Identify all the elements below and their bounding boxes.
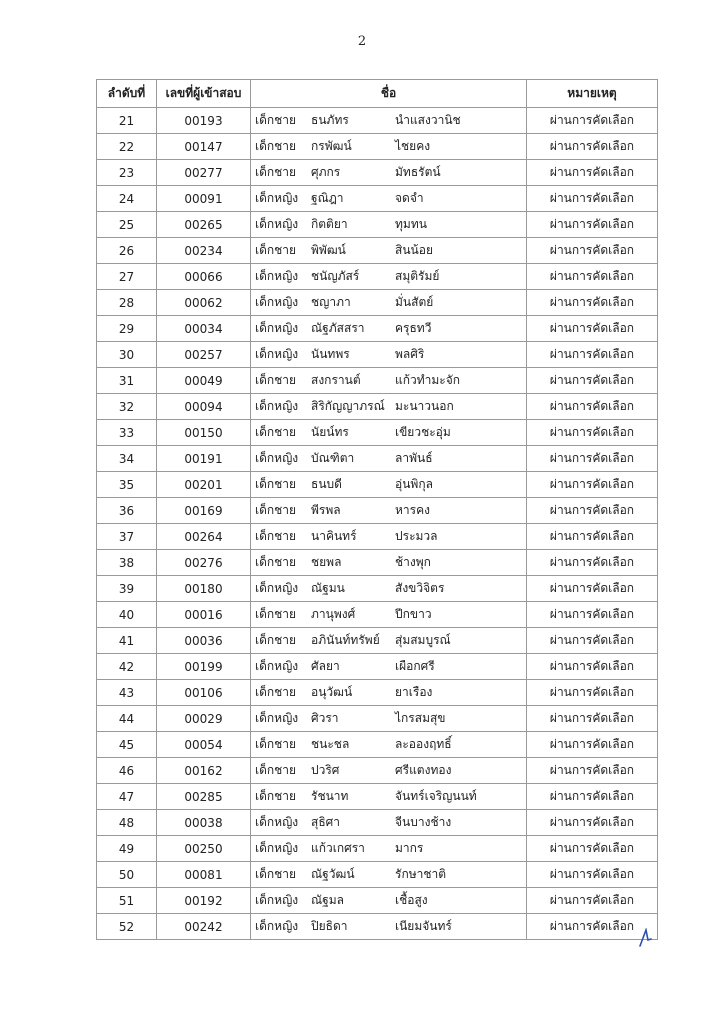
table-row bbox=[97, 810, 658, 836]
student-name bbox=[251, 628, 527, 654]
student-name bbox=[251, 498, 527, 524]
table-row bbox=[97, 550, 658, 576]
student-name bbox=[251, 602, 527, 628]
exam-id: 00034 bbox=[157, 316, 251, 342]
remark: ผ่านการคัดเลือก bbox=[527, 524, 658, 550]
name-prefix: เด็กหญิง bbox=[255, 191, 299, 205]
header-no: ลำดับที่ bbox=[97, 80, 157, 108]
table-row bbox=[97, 524, 658, 550]
exam-id: 00276 bbox=[157, 550, 251, 576]
last-name: จีนบางช้าง bbox=[395, 815, 452, 829]
first-name: ณัฐภัสสรา bbox=[311, 321, 365, 335]
remark: ผ่านการคัดเลือก bbox=[527, 238, 658, 264]
name-prefix: เด็กชาย bbox=[255, 555, 297, 569]
table-row bbox=[97, 368, 658, 394]
remark: ผ่านการคัดเลือก bbox=[527, 186, 658, 212]
last-name: เผือกศรี bbox=[395, 659, 435, 673]
first-name: ณัฐมล bbox=[311, 893, 345, 907]
remark: ผ่านการคัดเลือก bbox=[527, 420, 658, 446]
exam-id: 00285 bbox=[157, 784, 251, 810]
table-row bbox=[97, 680, 658, 706]
row-number: 23 bbox=[97, 160, 157, 186]
row-number: 36 bbox=[97, 498, 157, 524]
name-prefix: เด็กหญิง bbox=[255, 321, 299, 335]
last-name: เชื้อสูง bbox=[395, 893, 428, 907]
exam-id: 00265 bbox=[157, 212, 251, 238]
last-name: ปีกขาว bbox=[395, 607, 432, 621]
last-name: ทุมทน bbox=[395, 217, 427, 231]
row-number: 29 bbox=[97, 316, 157, 342]
exam-id: 00062 bbox=[157, 290, 251, 316]
name-prefix: เด็กชาย bbox=[255, 737, 297, 751]
row-number: 31 bbox=[97, 368, 157, 394]
row-number: 52 bbox=[97, 914, 157, 940]
table-row bbox=[97, 342, 658, 368]
first-name: สุธิศา bbox=[311, 815, 341, 829]
row-number: 35 bbox=[97, 472, 157, 498]
first-name: บัณฑิตา bbox=[311, 451, 355, 465]
last-name: สมุติรัมย์ bbox=[395, 269, 440, 283]
signature-mark bbox=[638, 928, 652, 953]
remark: ผ่านการคัดเลือก bbox=[527, 212, 658, 238]
last-name: สุ่มสมบูรณ์ bbox=[395, 633, 451, 647]
exam-id: 00054 bbox=[157, 732, 251, 758]
name-prefix: เด็กชาย bbox=[255, 529, 297, 543]
last-name: สินน้อย bbox=[395, 243, 433, 257]
student-name bbox=[251, 264, 527, 290]
exam-id: 00180 bbox=[157, 576, 251, 602]
first-name: สงกรานต์ bbox=[311, 373, 361, 387]
first-name: อภินันท์ทรัพย์ bbox=[311, 633, 380, 647]
student-name bbox=[251, 888, 527, 914]
first-name: รัชนาท bbox=[311, 789, 349, 803]
row-number: 49 bbox=[97, 836, 157, 862]
first-name: พีรพล bbox=[311, 503, 341, 517]
remark: ผ่านการคัดเลือก bbox=[527, 810, 658, 836]
exam-id: 00066 bbox=[157, 264, 251, 290]
row-number: 42 bbox=[97, 654, 157, 680]
student-name bbox=[251, 134, 527, 160]
exam-id: 00191 bbox=[157, 446, 251, 472]
last-name: ลาพันธ์ bbox=[395, 451, 433, 465]
student-name bbox=[251, 342, 527, 368]
first-name: อนุวัฒน์ bbox=[311, 685, 353, 699]
exam-id: 00081 bbox=[157, 862, 251, 888]
table-row bbox=[97, 160, 658, 186]
table-row bbox=[97, 134, 658, 160]
exam-id: 00234 bbox=[157, 238, 251, 264]
remark: ผ่านการคัดเลือก bbox=[527, 550, 658, 576]
remark: ผ่านการคัดเลือก bbox=[527, 836, 658, 862]
table-row bbox=[97, 654, 658, 680]
table-row bbox=[97, 758, 658, 784]
last-name: มั่นสัตย์ bbox=[395, 295, 434, 309]
first-name: ณัฐมน bbox=[311, 581, 345, 595]
row-number: 30 bbox=[97, 342, 157, 368]
exam-id: 00150 bbox=[157, 420, 251, 446]
name-prefix: เด็กชาย bbox=[255, 477, 297, 491]
results-table bbox=[96, 79, 658, 940]
first-name: นันทพร bbox=[311, 347, 350, 361]
remark: ผ่านการคัดเลือก bbox=[527, 446, 658, 472]
table-row bbox=[97, 238, 658, 264]
first-name: ปิยธิดา bbox=[311, 919, 348, 933]
row-number: 25 bbox=[97, 212, 157, 238]
last-name: เขียวชะอุ่ม bbox=[395, 425, 451, 439]
name-prefix: เด็กหญิง bbox=[255, 295, 299, 309]
table-row bbox=[97, 836, 658, 862]
student-name bbox=[251, 420, 527, 446]
remark: ผ่านการคัดเลือก bbox=[527, 654, 658, 680]
student-name bbox=[251, 654, 527, 680]
student-name bbox=[251, 446, 527, 472]
remark: ผ่านการคัดเลือก bbox=[527, 472, 658, 498]
first-name: ชนะชล bbox=[311, 737, 350, 751]
table-row bbox=[97, 186, 658, 212]
table-row bbox=[97, 888, 658, 914]
table-row bbox=[97, 446, 658, 472]
name-prefix: เด็กชาย bbox=[255, 243, 297, 257]
remark: ผ่านการคัดเลือก bbox=[527, 498, 658, 524]
last-name: นำแสงวานิช bbox=[395, 113, 461, 127]
first-name: ศุภกร bbox=[311, 165, 341, 179]
row-number: 38 bbox=[97, 550, 157, 576]
table-body bbox=[97, 108, 658, 940]
name-prefix: เด็กชาย bbox=[255, 373, 297, 387]
first-name: ฐณิฎา bbox=[311, 191, 344, 205]
student-name bbox=[251, 758, 527, 784]
table-row bbox=[97, 290, 658, 316]
student-name bbox=[251, 394, 527, 420]
name-prefix: เด็กหญิง bbox=[255, 841, 299, 855]
student-name bbox=[251, 472, 527, 498]
student-name bbox=[251, 680, 527, 706]
table-row bbox=[97, 914, 658, 940]
exam-id: 00192 bbox=[157, 888, 251, 914]
name-prefix: เด็กชาย bbox=[255, 425, 297, 439]
row-number: 41 bbox=[97, 628, 157, 654]
table-row bbox=[97, 316, 658, 342]
row-number: 21 bbox=[97, 108, 157, 134]
remark: ผ่านการคัดเลือก bbox=[527, 862, 658, 888]
name-prefix: เด็กชาย bbox=[255, 165, 297, 179]
first-name: ชนัญภัสร์ bbox=[311, 269, 360, 283]
student-name bbox=[251, 914, 527, 940]
remark: ผ่านการคัดเลือก bbox=[527, 732, 658, 758]
first-name: ณัฐวัฒน์ bbox=[311, 867, 355, 881]
table-row bbox=[97, 498, 658, 524]
name-prefix: เด็กชาย bbox=[255, 607, 297, 621]
first-name: ธนบดี bbox=[311, 477, 342, 491]
last-name: ละอองฤทธิ์ bbox=[395, 737, 452, 751]
last-name: จดจำ bbox=[395, 191, 424, 205]
first-name: สิริกัญญาภรณ์ bbox=[311, 399, 385, 413]
student-name bbox=[251, 784, 527, 810]
first-name: กรพัฒน์ bbox=[311, 139, 352, 153]
remark: ผ่านการคัดเลือก bbox=[527, 576, 658, 602]
student-name bbox=[251, 160, 527, 186]
row-number: 33 bbox=[97, 420, 157, 446]
table-row bbox=[97, 108, 658, 134]
remark: ผ่านการคัดเลือก bbox=[527, 290, 658, 316]
page-number: 2 bbox=[357, 34, 367, 49]
exam-id: 00264 bbox=[157, 524, 251, 550]
remark: ผ่านการคัดเลือก bbox=[527, 602, 658, 628]
last-name: ยาเรือง bbox=[395, 685, 433, 699]
student-name bbox=[251, 316, 527, 342]
exam-id: 00038 bbox=[157, 810, 251, 836]
first-name: ศัลยา bbox=[311, 659, 340, 673]
table-header-row bbox=[97, 80, 658, 108]
student-name bbox=[251, 368, 527, 394]
row-number: 32 bbox=[97, 394, 157, 420]
first-name: นัยน์ทร bbox=[311, 425, 349, 439]
name-prefix: เด็กชาย bbox=[255, 139, 297, 153]
exam-id: 00094 bbox=[157, 394, 251, 420]
table-row bbox=[97, 784, 658, 810]
exam-id: 00049 bbox=[157, 368, 251, 394]
last-name: ประมวล bbox=[395, 529, 438, 543]
name-prefix: เด็กหญิง bbox=[255, 451, 299, 465]
name-prefix: เด็กหญิง bbox=[255, 711, 299, 725]
table-row bbox=[97, 576, 658, 602]
remark: ผ่านการคัดเลือก bbox=[527, 914, 658, 940]
header-name: ชื่อ bbox=[251, 80, 527, 108]
row-number: 22 bbox=[97, 134, 157, 160]
exam-id: 00199 bbox=[157, 654, 251, 680]
exam-id: 00091 bbox=[157, 186, 251, 212]
table-row bbox=[97, 264, 658, 290]
exam-id: 00016 bbox=[157, 602, 251, 628]
handwritten-check-icon bbox=[638, 928, 652, 948]
student-name bbox=[251, 186, 527, 212]
name-prefix: เด็กหญิง bbox=[255, 399, 299, 413]
first-name: ศิวรา bbox=[311, 711, 339, 725]
row-number: 50 bbox=[97, 862, 157, 888]
name-prefix: เด็กชาย bbox=[255, 685, 297, 699]
remark: ผ่านการคัดเลือก bbox=[527, 706, 658, 732]
last-name: ครุธทวี bbox=[395, 321, 432, 335]
remark: ผ่านการคัดเลือก bbox=[527, 680, 658, 706]
name-prefix: เด็กหญิง bbox=[255, 659, 299, 673]
name-prefix: เด็กหญิง bbox=[255, 347, 299, 361]
row-number: 37 bbox=[97, 524, 157, 550]
table-row bbox=[97, 862, 658, 888]
first-name: กิตติยา bbox=[311, 217, 348, 231]
row-number: 28 bbox=[97, 290, 157, 316]
first-name: ชยพล bbox=[311, 555, 342, 569]
exam-id: 00029 bbox=[157, 706, 251, 732]
first-name: ภานุพงศ์ bbox=[311, 607, 356, 621]
name-prefix: เด็กชาย bbox=[255, 633, 297, 647]
exam-id: 00193 bbox=[157, 108, 251, 134]
row-number: 26 bbox=[97, 238, 157, 264]
row-number: 47 bbox=[97, 784, 157, 810]
name-prefix: เด็กหญิง bbox=[255, 217, 299, 231]
last-name: แก้วทำมะจัก bbox=[395, 373, 461, 387]
name-prefix: เด็กชาย bbox=[255, 763, 297, 777]
student-name bbox=[251, 108, 527, 134]
exam-id: 00036 bbox=[157, 628, 251, 654]
last-name: มะนาวนอก bbox=[395, 399, 454, 413]
last-name: มัทธรัตน์ bbox=[395, 165, 441, 179]
remark: ผ่านการคัดเลือก bbox=[527, 108, 658, 134]
exam-id: 00162 bbox=[157, 758, 251, 784]
remark: ผ่านการคัดเลือก bbox=[527, 342, 658, 368]
row-number: 46 bbox=[97, 758, 157, 784]
last-name: ไกรสมสุข bbox=[395, 711, 446, 725]
table-row bbox=[97, 628, 658, 654]
student-name bbox=[251, 212, 527, 238]
exam-id: 00106 bbox=[157, 680, 251, 706]
last-name: ไชยคง bbox=[395, 139, 431, 153]
student-name bbox=[251, 576, 527, 602]
table-row bbox=[97, 394, 658, 420]
header-exam-id: เลขที่ผู้เข้าสอบ bbox=[157, 80, 251, 108]
table-row bbox=[97, 420, 658, 446]
name-prefix: เด็กหญิง bbox=[255, 893, 299, 907]
first-name: ธนภัทร bbox=[311, 113, 349, 127]
remark: ผ่านการคัดเลือก bbox=[527, 134, 658, 160]
first-name: พิพัฒน์ bbox=[311, 243, 346, 257]
student-name bbox=[251, 550, 527, 576]
row-number: 39 bbox=[97, 576, 157, 602]
name-prefix: เด็กชาย bbox=[255, 789, 297, 803]
last-name: เนียมจันทร์ bbox=[395, 919, 452, 933]
student-name bbox=[251, 862, 527, 888]
last-name: มากร bbox=[395, 841, 424, 855]
exam-id: 00201 bbox=[157, 472, 251, 498]
header-remark: หมายเหตุ bbox=[527, 80, 658, 108]
student-name bbox=[251, 524, 527, 550]
name-prefix: เด็กหญิง bbox=[255, 815, 299, 829]
student-name bbox=[251, 290, 527, 316]
exam-id: 00277 bbox=[157, 160, 251, 186]
exam-id: 00242 bbox=[157, 914, 251, 940]
remark: ผ่านการคัดเลือก bbox=[527, 758, 658, 784]
student-name bbox=[251, 732, 527, 758]
exam-id: 00147 bbox=[157, 134, 251, 160]
row-number: 34 bbox=[97, 446, 157, 472]
last-name: หารคง bbox=[395, 503, 430, 517]
last-name: รักษาชาติ bbox=[395, 867, 447, 881]
remark: ผ่านการคัดเลือก bbox=[527, 368, 658, 394]
table-row bbox=[97, 706, 658, 732]
last-name: ศรีแตงทอง bbox=[395, 763, 452, 777]
last-name: ช้างพุก bbox=[395, 555, 431, 569]
remark: ผ่านการคัดเลือก bbox=[527, 160, 658, 186]
remark: ผ่านการคัดเลือก bbox=[527, 264, 658, 290]
table-row bbox=[97, 212, 658, 238]
name-prefix: เด็กชาย bbox=[255, 867, 297, 881]
name-prefix: เด็กหญิง bbox=[255, 269, 299, 283]
table-row bbox=[97, 732, 658, 758]
row-number: 24 bbox=[97, 186, 157, 212]
remark: ผ่านการคัดเลือก bbox=[527, 628, 658, 654]
table-row bbox=[97, 472, 658, 498]
remark: ผ่านการคัดเลือก bbox=[527, 316, 658, 342]
last-name: อุ่นพิกุล bbox=[395, 477, 433, 491]
row-number: 40 bbox=[97, 602, 157, 628]
table-row bbox=[97, 602, 658, 628]
remark: ผ่านการคัดเลือก bbox=[527, 394, 658, 420]
remark: ผ่านการคัดเลือก bbox=[527, 784, 658, 810]
student-name bbox=[251, 836, 527, 862]
name-prefix: เด็กหญิง bbox=[255, 581, 299, 595]
first-name: นาคินทร์ bbox=[311, 529, 357, 543]
name-prefix: เด็กหญิง bbox=[255, 919, 299, 933]
first-name: ชญาภา bbox=[311, 295, 351, 309]
exam-id: 00257 bbox=[157, 342, 251, 368]
last-name: จันทร์เจริญนนท์ bbox=[395, 789, 477, 803]
row-number: 48 bbox=[97, 810, 157, 836]
student-name bbox=[251, 238, 527, 264]
row-number: 43 bbox=[97, 680, 157, 706]
row-number: 51 bbox=[97, 888, 157, 914]
name-prefix: เด็กชาย bbox=[255, 113, 297, 127]
remark: ผ่านการคัดเลือก bbox=[527, 888, 658, 914]
name-prefix: เด็กชาย bbox=[255, 503, 297, 517]
last-name: สังขวิจิตร bbox=[395, 581, 445, 595]
student-name bbox=[251, 810, 527, 836]
row-number: 44 bbox=[97, 706, 157, 732]
exam-id: 00169 bbox=[157, 498, 251, 524]
row-number: 45 bbox=[97, 732, 157, 758]
exam-id: 00250 bbox=[157, 836, 251, 862]
row-number: 27 bbox=[97, 264, 157, 290]
last-name: พลศิริ bbox=[395, 347, 425, 361]
student-name bbox=[251, 706, 527, 732]
first-name: แก้วเกศรา bbox=[311, 841, 365, 855]
first-name: ปวริศ bbox=[311, 763, 340, 777]
